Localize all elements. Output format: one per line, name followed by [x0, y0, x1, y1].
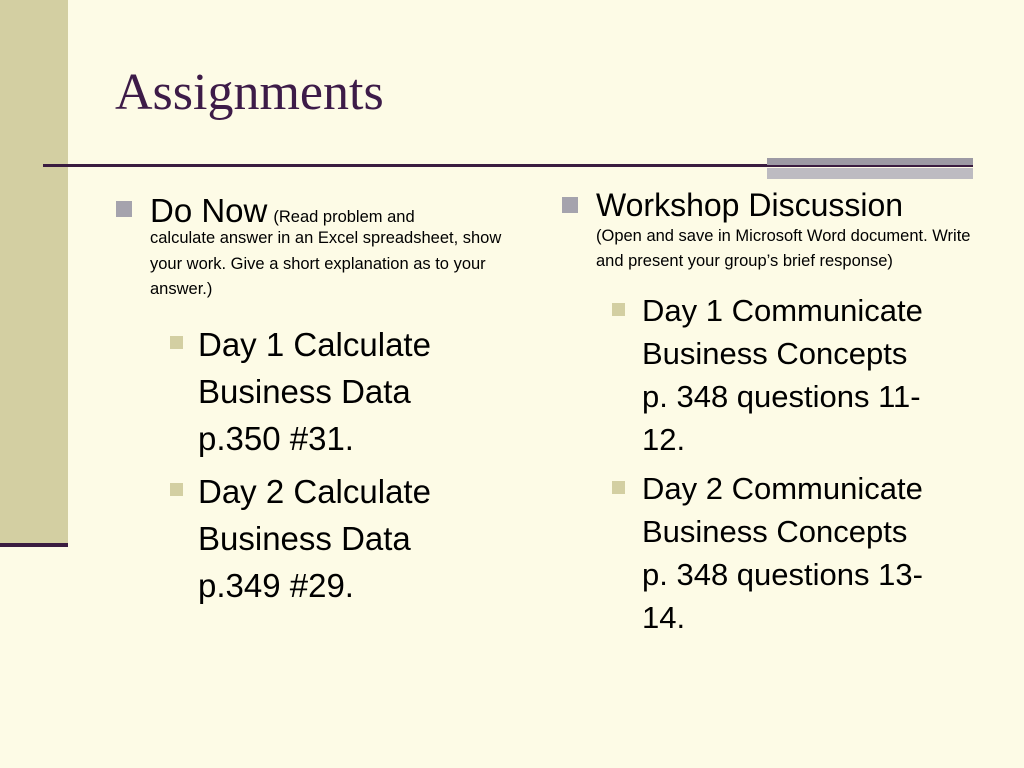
square-bullet-icon	[612, 481, 625, 494]
item-line: Business Data	[198, 372, 411, 410]
item-line: Day 2 Calculate	[198, 472, 431, 510]
workshop-note: (Open and save in Microsoft Word document. Write and present your group’s brief response)	[596, 227, 971, 270]
item-line: Business Concepts	[642, 336, 908, 371]
item-line: Day 1 Communicate	[642, 293, 923, 328]
left-decorative-band	[0, 0, 68, 545]
decorative-bar-bottom	[767, 168, 973, 179]
item-line: p. 348 questions 13-	[642, 557, 923, 592]
right-column	[560, 186, 980, 645]
do-now-note-rest: calculate answer in an Excel spreadsheet, show your work. Give a short explanation as to your answer.)	[150, 229, 502, 298]
decorative-bar-top	[767, 158, 973, 165]
square-bullet-icon	[562, 197, 578, 213]
square-bullet-icon	[116, 201, 132, 217]
do-now-sublist	[116, 321, 506, 609]
list-item	[610, 467, 980, 639]
item-line: Business Data	[198, 519, 411, 557]
list-item	[610, 289, 980, 461]
item-line: 14.	[642, 600, 686, 635]
slide-title: Assignments	[115, 64, 384, 121]
workshop-bullet	[560, 186, 980, 273]
do-now-heading: Do Now	[150, 192, 268, 229]
square-bullet-icon	[170, 336, 183, 349]
square-bullet-icon	[612, 303, 625, 316]
list-item	[164, 468, 506, 609]
left-column	[116, 190, 506, 615]
left-band-accent-line	[0, 543, 68, 547]
list-item	[164, 321, 506, 462]
workshop-sublist	[560, 289, 980, 639]
do-now-note-start: (Read problem and	[273, 208, 415, 226]
item-line: Day 2 Communicate	[642, 471, 923, 506]
item-line: p.350 #31.	[198, 419, 354, 457]
item-line: 12.	[642, 422, 686, 457]
item-line: p.349 #29.	[198, 566, 354, 604]
item-line: p. 348 questions 11-	[642, 379, 921, 414]
workshop-heading: Workshop Discussion	[596, 187, 904, 223]
item-line: Day 1 Calculate	[198, 325, 431, 363]
square-bullet-icon	[170, 483, 183, 496]
do-now-bullet	[116, 190, 506, 303]
item-line: Business Concepts	[642, 514, 908, 549]
